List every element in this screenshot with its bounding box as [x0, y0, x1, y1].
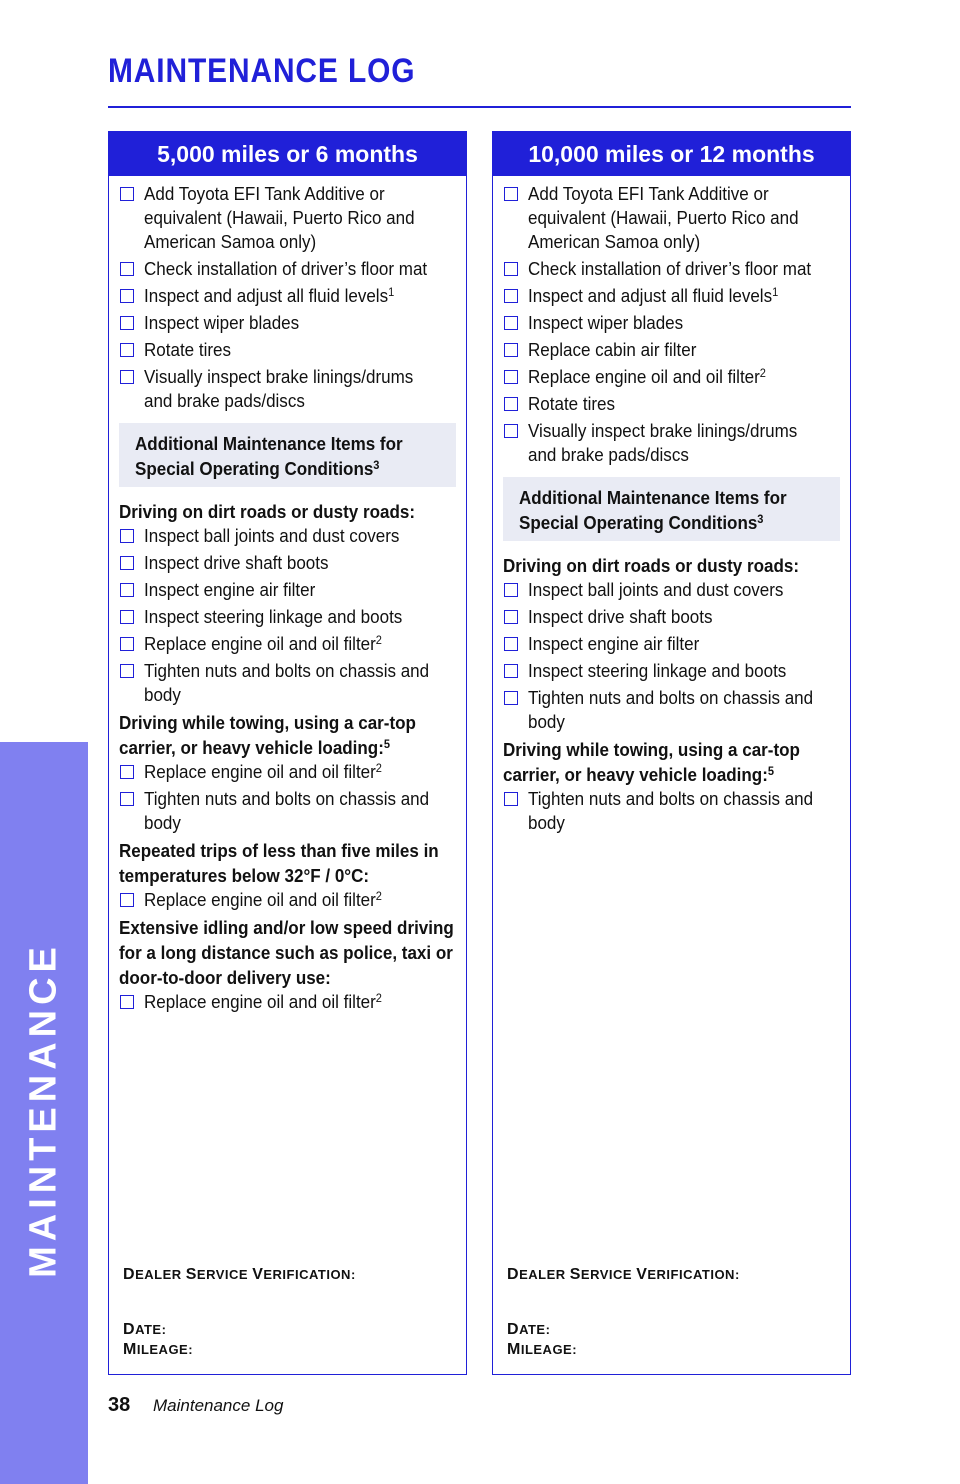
- checklist-item-text: [528, 686, 815, 734]
- footnote-ref: 5: [383, 737, 391, 751]
- checkbox[interactable]: [504, 262, 518, 276]
- checkbox[interactable]: [120, 995, 134, 1009]
- panel-body: [109, 176, 466, 1014]
- item-label: Tighten nuts and bolts on chassis and body: [144, 660, 430, 705]
- checklist-item: [503, 392, 840, 416]
- condition-heading: [503, 553, 840, 578]
- date-label: [507, 1321, 550, 1339]
- panel-heading: 10,000 miles or 12 months: [493, 132, 850, 176]
- checklist-item: [119, 605, 456, 629]
- condition-heading-label: Repeated trips of less than five miles in temperatures below 32°F / 0°C:: [119, 840, 439, 886]
- page-title: MAINTENANCE LOG: [108, 52, 416, 90]
- checklist-item-text: [144, 338, 431, 362]
- title-rule: [108, 106, 851, 108]
- footnote-ref: 3: [373, 458, 380, 472]
- checklist-item: [503, 578, 840, 602]
- checklist-item: [119, 578, 456, 602]
- checklist-item: [503, 659, 840, 683]
- interval-panel-5000: [108, 131, 467, 1375]
- checkbox[interactable]: [120, 262, 134, 276]
- checkbox[interactable]: [120, 765, 134, 779]
- checklist-item: [503, 338, 840, 362]
- item-label: Inspect and adjust all fluid levels: [528, 285, 773, 306]
- footnote-ref: 2: [375, 991, 382, 1005]
- footnote-ref: 1: [388, 285, 395, 299]
- condition-heading-text: [119, 838, 454, 888]
- footer-section-label: Maintenance Log: [153, 1396, 284, 1415]
- item-label: Inspect drive shaft boots: [528, 606, 713, 627]
- checklist-item: [119, 888, 456, 912]
- condition-heading-label: Driving on dirt roads or dusty roads:: [119, 501, 415, 522]
- checkbox[interactable]: [504, 637, 518, 651]
- item-label: Replace engine oil and oil filter: [144, 761, 376, 782]
- checklist-item-text: [528, 392, 815, 416]
- checkbox[interactable]: [504, 370, 518, 384]
- special-conditions-box-text: [135, 431, 416, 481]
- checkbox[interactable]: [120, 316, 134, 330]
- checklist-item-text: [144, 284, 431, 308]
- checklist-item-text: [528, 419, 815, 467]
- checklist-item-text: [528, 338, 815, 362]
- item-label: Inspect ball joints and dust covers: [528, 579, 784, 600]
- mileage-label: [507, 1341, 577, 1359]
- checklist-item-text: [144, 605, 431, 629]
- footnote-ref: 2: [375, 633, 382, 647]
- item-label: Replace engine oil and oil filter: [528, 366, 760, 387]
- checklist-item-text: [144, 760, 431, 784]
- item-label: Rotate tires: [528, 393, 616, 414]
- item-label: Inspect ball joints and dust covers: [144, 525, 400, 546]
- checklist-item: [503, 284, 840, 308]
- item-label: Replace engine oil and oil filter: [144, 991, 376, 1012]
- mileage-label: [123, 1341, 193, 1359]
- verify-text: MILEAGE:: [507, 1341, 578, 1358]
- verify-text: DEALER SERVICE VERIFICATION:: [123, 1266, 356, 1283]
- date-label: [123, 1321, 166, 1339]
- checkbox[interactable]: [120, 556, 134, 570]
- item-label: Tighten nuts and bolts on chassis and body: [528, 687, 814, 732]
- checklist-item-text: [528, 659, 815, 683]
- side-tab-label: MAINTENANCE: [22, 942, 65, 1278]
- checklist-item: [503, 365, 840, 389]
- footnote-ref: 2: [375, 761, 382, 775]
- checklist-item: [503, 632, 840, 656]
- condition-heading: [119, 915, 456, 990]
- interval-panel-10000: [492, 131, 851, 1375]
- checklist-item-text: [144, 578, 431, 602]
- condition-heading-label: Driving on dirt roads or dusty roads:: [503, 555, 799, 576]
- item-label: Inspect drive shaft boots: [144, 552, 329, 573]
- checkbox[interactable]: [504, 289, 518, 303]
- checklist-item: [119, 284, 456, 308]
- item-label: Add Toyota EFI Tank Additive or equivalent (Hawaii, Puerto Rico and American Samoa only): [528, 183, 799, 252]
- checklist-item: [119, 311, 456, 335]
- checkbox[interactable]: [120, 893, 134, 907]
- checklist-item-text: [144, 257, 431, 281]
- checkbox[interactable]: [504, 792, 518, 806]
- verify-text: DATE:: [507, 1321, 551, 1338]
- checkbox[interactable]: [504, 691, 518, 705]
- checklist-item-text: [528, 182, 815, 254]
- dealer-verification-label: [123, 1266, 356, 1284]
- checklist-item: [119, 365, 456, 413]
- checkbox[interactable]: [120, 637, 134, 651]
- checkbox[interactable]: [120, 187, 134, 201]
- condition-heading-label: Driving while towing, using a car-top carrier, or heavy vehicle loading:: [503, 739, 800, 785]
- item-label: Inspect steering linkage and boots: [144, 606, 403, 627]
- condition-heading-text: [503, 737, 838, 787]
- checklist-item-text: [528, 311, 815, 335]
- checklist-item: [503, 686, 840, 734]
- verify-text: DEALER SERVICE VERIFICATION:: [507, 1266, 740, 1283]
- checklist-item-text: [528, 284, 815, 308]
- checklist-item-text: [528, 787, 815, 835]
- checklist-item-text: [144, 659, 431, 707]
- item-label: Visually inspect brake linings/drums and brake pads/discs: [144, 366, 414, 411]
- checkbox[interactable]: [504, 424, 518, 438]
- item-label: Rotate tires: [144, 339, 232, 360]
- item-label: Check installation of driver’s floor mat: [528, 258, 812, 279]
- item-label: Check installation of driver’s floor mat: [144, 258, 428, 279]
- item-label: Tighten nuts and bolts on chassis and body: [528, 788, 814, 833]
- item-label: Inspect engine air filter: [144, 579, 316, 600]
- condition-heading-text: [119, 710, 454, 760]
- checklist-item: [119, 182, 456, 254]
- verify-text: MILEAGE:: [123, 1341, 194, 1358]
- item-label: Visually inspect brake linings/drums and brake pads/discs: [528, 420, 798, 465]
- condition-heading: [119, 838, 456, 888]
- checkbox[interactable]: [120, 343, 134, 357]
- condition-heading-label: Driving while towing, using a car-top carrier, or heavy vehicle loading:: [119, 712, 416, 758]
- item-label: Add Toyota EFI Tank Additive or equivalent (Hawaii, Puerto Rico and American Samoa only): [144, 183, 415, 252]
- checkbox[interactable]: [504, 610, 518, 624]
- footnote-ref: 5: [767, 764, 775, 778]
- special-conditions-box-label: Additional Maintenance Items for Special Operating Conditions: [519, 487, 787, 533]
- checklist-item-text: [528, 605, 815, 629]
- footnote-ref: 2: [759, 366, 766, 380]
- checkbox[interactable]: [504, 583, 518, 597]
- condition-heading-label: Extensive idling and/or low speed driving for a long distance such as police, taxi or door-to-door delivery use:: [119, 917, 454, 988]
- checklist-item-text: [144, 524, 431, 548]
- checklist-item: [119, 632, 456, 656]
- checklist-item-text: [528, 632, 815, 656]
- condition-heading: [119, 499, 456, 524]
- checkbox[interactable]: [120, 610, 134, 624]
- checklist-item: [119, 990, 456, 1014]
- checklist-item: [503, 419, 840, 467]
- checklist-item-text: [144, 365, 431, 413]
- dealer-verification-label: [507, 1266, 740, 1284]
- special-conditions-box: [503, 477, 840, 541]
- checklist-item-text: [528, 365, 815, 389]
- item-label: Inspect wiper blades: [528, 312, 684, 333]
- checkbox[interactable]: [120, 370, 134, 384]
- special-conditions-box-label: Additional Maintenance Items for Special Operating Conditions: [135, 433, 403, 479]
- condition-heading-text: [503, 553, 838, 578]
- checklist-item: [503, 257, 840, 281]
- checkbox[interactable]: [504, 343, 518, 357]
- checklist-item: [503, 182, 840, 254]
- checklist-item: [119, 338, 456, 362]
- page-number: 38: [108, 1394, 131, 1416]
- special-conditions-box: [119, 423, 456, 487]
- checkbox[interactable]: [120, 529, 134, 543]
- condition-heading-text: [119, 499, 454, 524]
- checklist-item: [119, 524, 456, 548]
- checklist-item: [119, 787, 456, 835]
- panel-body: [493, 176, 850, 835]
- checklist-item: [503, 787, 840, 835]
- checklist-item-text: [144, 632, 431, 656]
- checklist-item-text: [528, 257, 815, 281]
- checkbox[interactable]: [504, 187, 518, 201]
- item-label: Tighten nuts and bolts on chassis and body: [144, 788, 430, 833]
- checkbox[interactable]: [120, 792, 134, 806]
- checkbox[interactable]: [120, 289, 134, 303]
- checkbox[interactable]: [120, 664, 134, 678]
- checklist-item: [119, 551, 456, 575]
- condition-heading-text: [119, 915, 454, 990]
- checklist-item-text: [144, 990, 431, 1014]
- checkbox[interactable]: [504, 316, 518, 330]
- footnote-ref: 3: [757, 512, 764, 526]
- checklist-item-text: [144, 551, 431, 575]
- checklist-item-text: [144, 787, 431, 835]
- checkbox[interactable]: [504, 397, 518, 411]
- condition-heading: [503, 737, 840, 787]
- special-conditions-box-text: [519, 485, 800, 535]
- item-label: Inspect wiper blades: [144, 312, 300, 333]
- checklist-item: [503, 605, 840, 629]
- item-label: Inspect engine air filter: [528, 633, 700, 654]
- checklist-item: [503, 311, 840, 335]
- footnote-ref: 1: [772, 285, 779, 299]
- checkbox[interactable]: [120, 583, 134, 597]
- checklist-item: [119, 760, 456, 784]
- verify-text: DATE:: [123, 1321, 167, 1338]
- item-label: Replace cabin air filter: [528, 339, 697, 360]
- item-label: Replace engine oil and oil filter: [144, 889, 376, 910]
- condition-heading: [119, 710, 456, 760]
- checkbox[interactable]: [504, 664, 518, 678]
- item-label: Replace engine oil and oil filter: [144, 633, 376, 654]
- checklist-item-text: [528, 578, 815, 602]
- checklist-item-text: [144, 182, 431, 254]
- footnote-ref: 2: [375, 889, 382, 903]
- checklist-item-text: [144, 311, 431, 335]
- item-label: Inspect and adjust all fluid levels: [144, 285, 389, 306]
- panel-heading: 5,000 miles or 6 months: [109, 132, 466, 176]
- checklist-item: [119, 257, 456, 281]
- checklist-item-text: [144, 888, 431, 912]
- item-label: Inspect steering linkage and boots: [528, 660, 787, 681]
- checklist-item: [119, 659, 456, 707]
